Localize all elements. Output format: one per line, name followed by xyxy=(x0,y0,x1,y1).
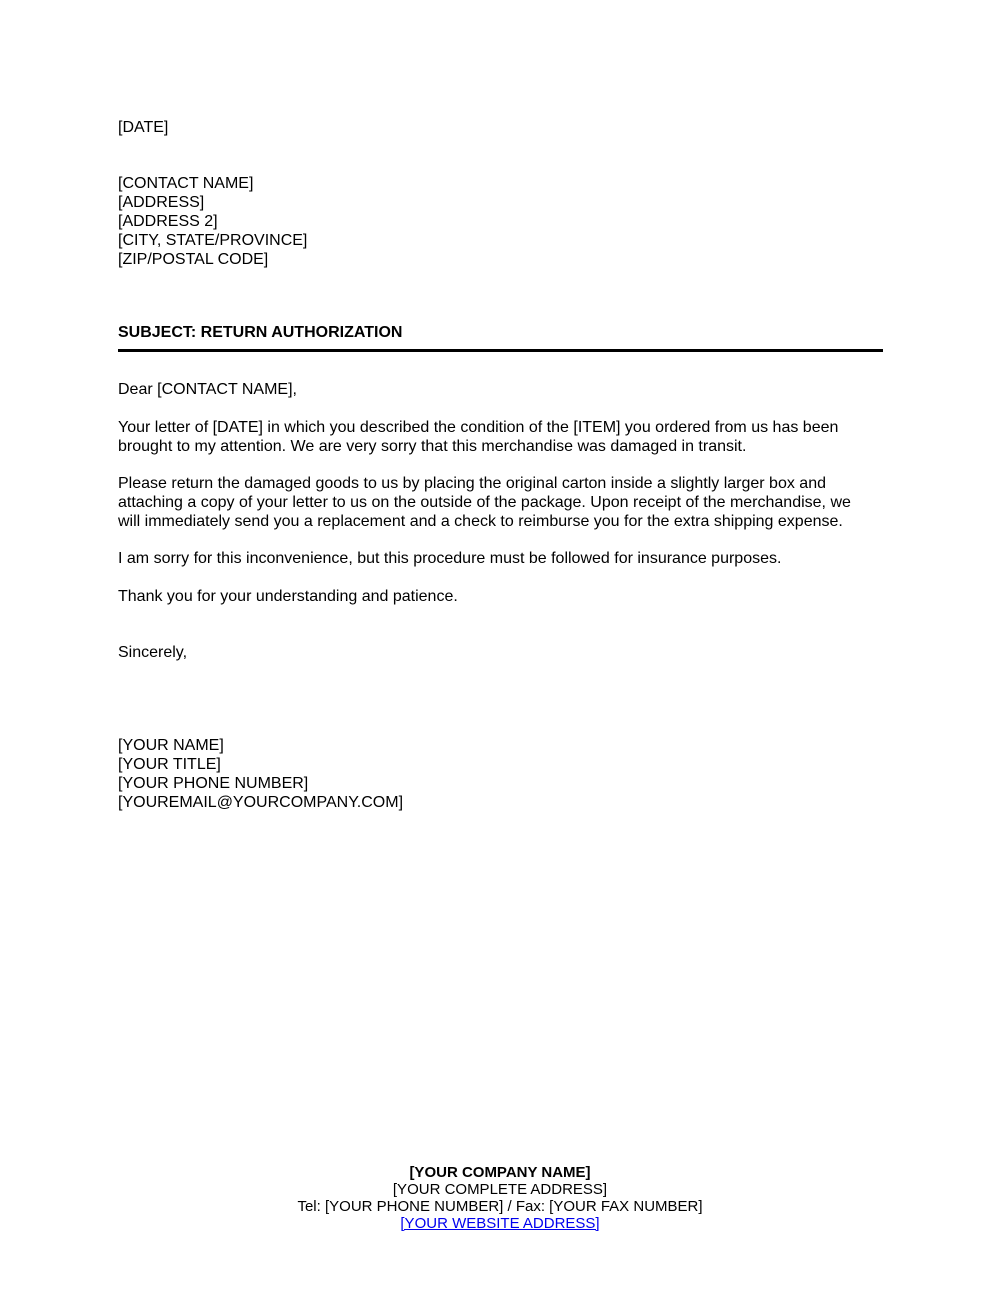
paragraph-line: Your letter of [DATE] in which you described the condition of the [ITEM] you ordered from us has been xyxy=(118,419,839,436)
body-paragraph-3 xyxy=(118,549,883,568)
recipient-zip: [ZIP/POSTAL CODE] xyxy=(118,251,269,268)
signature-name: [YOUR NAME] xyxy=(118,737,224,754)
date-text: [DATE] xyxy=(118,119,169,136)
footer-website-link[interactable]: [YOUR WEBSITE ADDRESS] xyxy=(400,1215,600,1232)
subject-text: SUBJECT: RETURN AUTHORIZATION xyxy=(118,324,403,341)
paragraph-line: I am sorry for this inconvenience, but this procedure must be followed for insurance purposes. xyxy=(118,550,782,567)
body-paragraph-2 xyxy=(118,474,883,531)
paragraph-line: Please return the damaged goods to us by placing the original carton inside a slightly larger box and xyxy=(118,475,826,492)
recipient-address-2: [ADDRESS 2] xyxy=(118,213,218,230)
paragraph-line: Thank you for your understanding and patience. xyxy=(118,588,458,605)
paragraph-line: brought to my attention. We are very sorry that this merchandise was damaged in transit. xyxy=(118,438,747,455)
signature-phone: [YOUR PHONE NUMBER] xyxy=(118,775,309,792)
letter-date xyxy=(118,118,883,137)
signature-email: [YOUREMAIL@YOURCOMPANY.COM] xyxy=(118,794,404,811)
signature-block xyxy=(118,736,883,812)
paragraph-line: attaching a copy of your letter to us on the outside of the package. Upon receipt of the merchandise, we xyxy=(118,494,851,511)
subject-line xyxy=(118,323,883,342)
greeting-text: Dear [CONTACT NAME], xyxy=(118,381,297,398)
body-paragraph-4 xyxy=(118,587,883,606)
closing-text: Sincerely, xyxy=(118,644,188,661)
signature-title: [YOUR TITLE] xyxy=(118,756,221,773)
recipient-city-state: [CITY, STATE/PROVINCE] xyxy=(118,232,308,249)
letter-footer xyxy=(0,1164,1000,1232)
greeting xyxy=(118,380,883,399)
recipient-address: [ADDRESS] xyxy=(118,194,205,211)
subject-divider xyxy=(118,349,883,352)
body-paragraph-1 xyxy=(118,418,883,456)
footer-address: [YOUR COMPLETE ADDRESS] xyxy=(392,1181,608,1198)
recipient-address-block xyxy=(118,174,883,269)
footer-contact: Tel: [YOUR PHONE NUMBER] / Fax: [YOUR FAX NUMBER] xyxy=(297,1198,703,1215)
closing xyxy=(118,643,883,662)
recipient-contact-name: [CONTACT NAME] xyxy=(118,175,254,192)
paragraph-line: will immediately send you a replacement and a check to reimburse you for the extra shipping expense. xyxy=(118,513,843,530)
footer-company-name: [YOUR COMPANY NAME] xyxy=(409,1164,591,1181)
